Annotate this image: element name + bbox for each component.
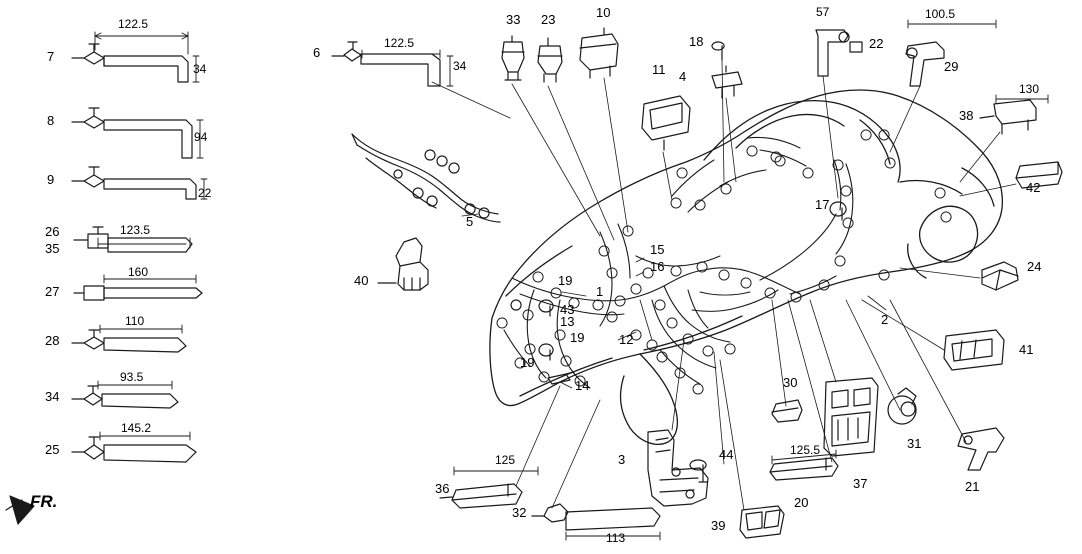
dim-93-5: 93.5 bbox=[120, 370, 144, 384]
dim-160: 160 bbox=[128, 265, 149, 279]
dim-34-b: 34 bbox=[453, 59, 467, 73]
callout-18[interactable]: 18 bbox=[689, 34, 704, 49]
callout-20[interactable]: 20 bbox=[794, 495, 809, 510]
front-direction-label: FR. bbox=[30, 492, 58, 511]
callout-26[interactable]: 26 bbox=[45, 224, 60, 239]
part-28 bbox=[72, 330, 186, 352]
part-36 bbox=[440, 484, 522, 508]
callout-14[interactable]: 14 bbox=[575, 378, 590, 393]
dim-122-5-b: 122.5 bbox=[384, 36, 415, 50]
callout-35[interactable]: 35 bbox=[45, 241, 60, 256]
dim-125: 125 bbox=[495, 453, 516, 467]
dim-113: 113 bbox=[606, 531, 626, 545]
callout-11[interactable]: 11 bbox=[652, 62, 666, 77]
callout-23[interactable]: 23 bbox=[541, 12, 556, 27]
dim-57: 57 bbox=[816, 5, 830, 19]
leader-lines bbox=[432, 60, 1016, 510]
part-10 bbox=[580, 28, 618, 78]
callout-17[interactable]: 17 bbox=[815, 197, 830, 212]
callout-12[interactable]: 12 bbox=[619, 332, 634, 347]
part-8 bbox=[72, 108, 192, 158]
callout-15[interactable]: 15 bbox=[650, 242, 665, 257]
part-34 bbox=[72, 386, 178, 408]
part-27 bbox=[74, 286, 202, 300]
dim-122-5-a: 122.5 bbox=[118, 17, 149, 31]
part-38 bbox=[980, 100, 1036, 134]
part-20 bbox=[770, 458, 838, 480]
callout-41[interactable]: 41 bbox=[1019, 342, 1034, 357]
part-23 bbox=[538, 38, 562, 82]
callout-38[interactable]: 38 bbox=[959, 108, 974, 123]
dim-94: 94 bbox=[194, 130, 208, 144]
callout-3[interactable]: 3 bbox=[618, 452, 626, 467]
callout-36[interactable]: 36 bbox=[435, 481, 450, 496]
callout-37[interactable]: 37 bbox=[853, 476, 868, 491]
callout-16[interactable]: 16 bbox=[650, 259, 665, 274]
part-4 bbox=[712, 66, 742, 98]
callout-5[interactable]: 5 bbox=[466, 214, 474, 229]
callout-30[interactable]: 30 bbox=[783, 375, 798, 390]
part-7 bbox=[72, 44, 188, 82]
harness-routing bbox=[504, 137, 853, 388]
callout-34[interactable]: 34 bbox=[45, 389, 60, 404]
part-29 bbox=[906, 42, 944, 86]
callout-10[interactable]: 10 bbox=[596, 5, 611, 20]
part-33 bbox=[502, 36, 524, 80]
callout-42[interactable]: 42 bbox=[1026, 180, 1041, 195]
part-57 bbox=[816, 30, 849, 76]
callout-24[interactable]: 24 bbox=[1027, 259, 1042, 274]
part-11 bbox=[642, 96, 690, 150]
callout-33[interactable]: 33 bbox=[506, 12, 521, 27]
part-5 bbox=[352, 134, 500, 222]
part-18 bbox=[712, 42, 724, 60]
callout-22[interactable]: 22 bbox=[869, 36, 884, 51]
dim-22: 22 bbox=[198, 186, 212, 200]
callout-27[interactable]: 27 bbox=[45, 284, 60, 299]
callout-43[interactable]: 43 bbox=[560, 302, 575, 317]
callout-9[interactable]: 9 bbox=[47, 172, 55, 187]
dim-145-2: 145.2 bbox=[121, 421, 152, 435]
car-body-outline bbox=[490, 90, 1002, 444]
part-17 bbox=[830, 202, 846, 220]
part-37 bbox=[824, 378, 878, 456]
dim-110: 110 bbox=[125, 314, 145, 328]
callout-31[interactable]: 31 bbox=[907, 436, 922, 451]
part-22 bbox=[850, 42, 862, 52]
callout-13[interactable]: 13 bbox=[560, 314, 575, 329]
callout-25[interactable]: 25 bbox=[45, 442, 60, 457]
callout-8[interactable]: 8 bbox=[47, 113, 55, 128]
callout-2[interactable]: 2 bbox=[881, 312, 889, 327]
dim-125-5: 125.5 bbox=[790, 443, 821, 457]
callout-44[interactable]: 44 bbox=[719, 447, 734, 462]
callout-6[interactable]: 6 bbox=[313, 45, 321, 60]
part-21 bbox=[958, 428, 1004, 470]
part-39 bbox=[740, 506, 784, 538]
dim-123-5: 123.5 bbox=[120, 223, 151, 237]
dim-130: 130 bbox=[1019, 82, 1040, 96]
callout-4[interactable]: 4 bbox=[679, 69, 687, 84]
callout-28[interactable]: 28 bbox=[45, 333, 60, 348]
part-41 bbox=[944, 330, 1004, 370]
part-25 bbox=[72, 437, 196, 462]
callout-32[interactable]: 32 bbox=[512, 505, 527, 520]
callout-21[interactable]: 21 bbox=[965, 479, 980, 494]
dim-100-5: 100.5 bbox=[925, 7, 956, 21]
part-9 bbox=[72, 167, 196, 199]
callout-40[interactable]: 40 bbox=[354, 273, 369, 288]
part-32 bbox=[532, 504, 660, 530]
callout-29[interactable]: 29 bbox=[944, 59, 959, 74]
part-30 bbox=[772, 400, 802, 422]
part-40 bbox=[378, 238, 428, 290]
callout-39[interactable]: 39 bbox=[711, 518, 726, 533]
part-24 bbox=[982, 262, 1018, 290]
callout-7[interactable]: 7 bbox=[47, 49, 55, 64]
callout-1[interactable]: 1 bbox=[596, 284, 604, 299]
callout-19-b[interactable]: 19 bbox=[570, 330, 585, 345]
part-3 bbox=[648, 430, 708, 506]
dim-34-a: 34 bbox=[193, 62, 207, 76]
callout-19-a[interactable]: 19 bbox=[558, 273, 573, 288]
callout-19-c[interactable]: 19 bbox=[520, 355, 535, 370]
